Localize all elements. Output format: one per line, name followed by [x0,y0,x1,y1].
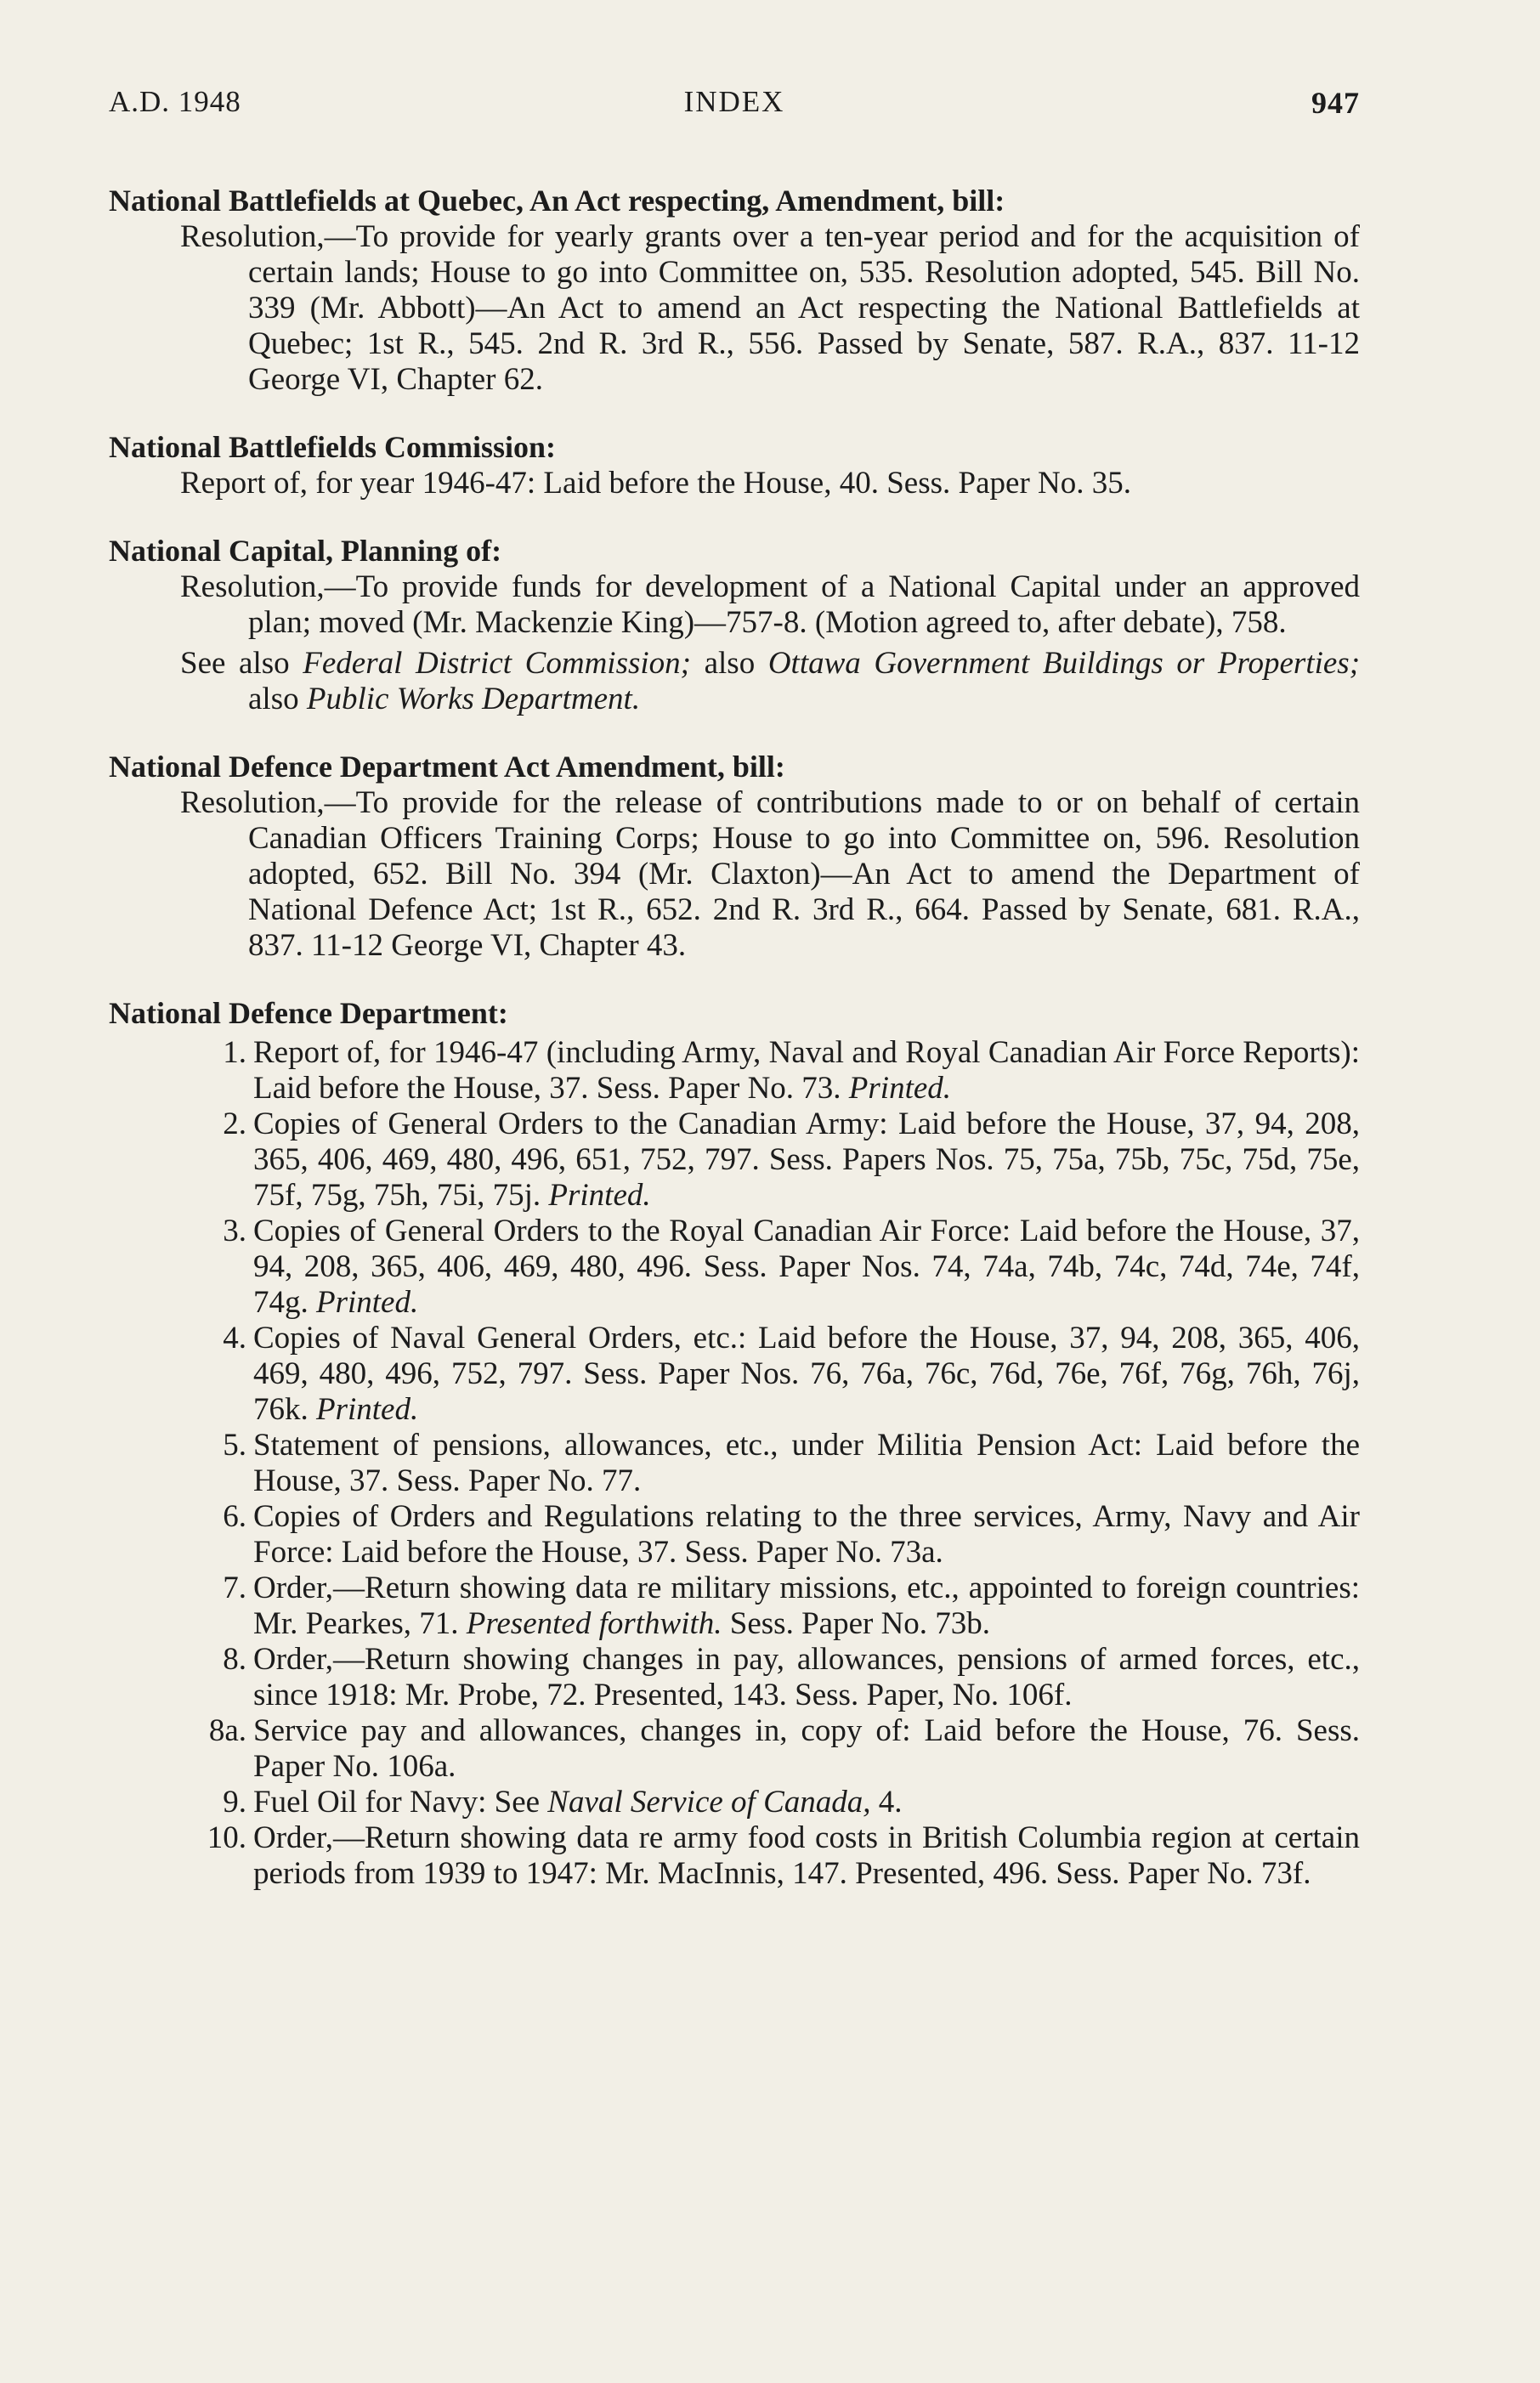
item-text: Service pay and allowances, changes in, copy of: Laid before the House, 76. Sess. Paper No. 106a. [253,1713,1360,1784]
index-entry-battlefields-commission [109,428,1360,501]
list-item [109,1713,1360,1785]
list-item [109,1428,1360,1499]
item-number: 8. [223,1642,246,1677]
see-also-prefix: See also [180,646,303,681]
item-text: Copies of Orders and Regulations relating to the three services, Army, Navy and Air Force: Laid before the House, 37. Sess. Paper No. 73a. [253,1499,1360,1570]
item-number: 7. [223,1571,246,1605]
list-item [109,1820,1360,1892]
item-text: Order,—Return showing data re military missions, etc., appointed to foreign countries: Mr. Pearkes, 71. [253,1571,1360,1641]
list-item [109,1107,1360,1214]
item-text-after: Sess. Paper No. 73b. [722,1606,991,1641]
see-also-ref: Federal District Commission; [303,646,691,681]
see-also-separator: also [248,682,307,716]
page-number: 947 [1311,86,1360,120]
item-text: Statement of pensions, allowances, etc., under Militia Pension Act: Laid before the House, 37. Sess. Paper No. 77. [253,1428,1360,1498]
item-text: Report of, for 1946-47 (including Army, Naval and Royal Canadian Air Force Reports): Laid before the House, 37. Sess. Paper No. 73. [253,1035,1360,1106]
item-text: Copies of General Orders to the Canadian Army: Laid before the House, 37, 94, 208, 365, 406, 469, 480, 496, 651, 752, 797. Sess. Papers Nos. 75, 75a, 75b, 75c, 75d, 75e, 75f, 75g, 75h, 75i, 75j. [253,1107,1360,1213]
index-entry-defence-department [109,994,1360,1892]
item-number: 9. [223,1785,246,1820]
item-italic: Printed. [848,1071,952,1106]
item-text: Order,—Return showing changes in pay, allowances, pensions of armed forces, etc., since 1918: Mr. Probe, 72. Presented, 143. Sess. Paper, No. 106f. [253,1642,1360,1712]
see-also-ref: Ottawa Government Buildings or Properties; [767,646,1361,681]
entry-body: Resolution,—To provide for yearly grants over a ten-year period and for the acquisition of certain lands; House to go into Committee on, 535. Resolution adopted, 545. Bill No. 339 (Mr. Abbott)—An Act to amend an Act respecting the National Battlefields at Quebec; 1st R., 545. 2nd R. 3rd R., 556. Passed by Senate, 587. R.A., 837. 11-12 George VI, Chapter 62. [180,219,1360,397]
list-item [109,1642,1360,1713]
item-text: Copies of General Orders to the Royal Canadian Air Force: Laid before the House, 37, 94, 208, 365, 406, 469, 480, 496. Sess. Paper Nos. 74, 74a, 74b, 74c, 74d, 74e, 74f, 74g. [253,1214,1360,1320]
item-italic: Printed. [316,1392,419,1427]
see-also-ref: Public Works Department. [306,682,641,716]
see-also-reference [180,646,1360,717]
entry-heading: National Battlefields Commission: [109,430,556,464]
item-number: 1. [223,1035,246,1070]
list-item [109,1214,1360,1321]
item-italic: Presented forthwith. [466,1606,722,1641]
see-also-separator: also [690,646,768,681]
item-number: 5. [223,1428,246,1463]
entry-body: Resolution,—To provide for the release of contributions made to or on behalf of certain Canadian Officers Training Corps; House to go into Committee on, 596. Resolution adopted, 652. Bill No. 394 (Mr. Claxton)—An Act to amend the Department of National Defence Act; 1st R., 652. 2nd R. 3rd R., 664. Passed by Senate, 681. R.A., 837. 11-12 George VI, Chapter 43. [180,785,1360,963]
numbered-list [109,1035,1360,1892]
index-entry-defence-act [109,748,1360,964]
item-text: Fuel Oil for Navy: See [253,1785,541,1820]
list-item [109,1499,1360,1571]
entry-body: Resolution,—To provide funds for development of a National Capital under an approved plan; moved (Mr. Mackenzie King)—757-8. (Motion agreed to, after debate), 758. [180,569,1360,640]
item-number: 6. [223,1499,246,1534]
list-item [109,1785,1360,1820]
item-number: 3. [223,1214,246,1248]
list-item [109,1035,1360,1107]
header-year: A.D. 1948 [109,85,241,118]
item-number: 10. [207,1820,246,1855]
running-header [109,85,1360,133]
item-text: Order,—Return showing data re army food costs in British Columbia region at certain periods from 1939 to 1947: Mr. MacInnis, 147. Presented, 496. Sess. Paper No. 73f. [253,1820,1360,1891]
index-content [109,182,1360,1922]
entry-heading: National Battlefields at Quebec, An Act respecting, Amendment, bill: [109,184,1005,218]
index-entry-battlefields-act [109,182,1360,398]
entry-body: Report of, for year 1946-47: Laid before the House, 40. Sess. Paper No. 35. [180,466,1131,501]
entry-heading: National Capital, Planning of: [109,534,502,568]
index-entry-capital-planning [109,532,1360,717]
item-italic: Naval Service of Canada, [547,1785,871,1820]
header-title: INDEX [683,85,785,118]
item-text: Copies of Naval General Orders, etc.: Laid before the House, 37, 94, 208, 365, 406, 469, 480, 496, 752, 797. Sess. Paper Nos. 76, 76a, 76c, 76d, 76e, 76f, 76g, 76h, 76j, 76k. [253,1321,1360,1427]
list-item [109,1571,1360,1642]
item-number: 4. [223,1321,246,1356]
list-item [109,1321,1360,1428]
item-italic: Printed. [548,1178,651,1213]
item-text-after: 4. [870,1785,903,1820]
item-italic: Printed. [316,1285,419,1320]
entry-heading: National Defence Department: [109,996,508,1030]
item-number: 8a. [208,1713,246,1748]
item-number: 2. [223,1107,246,1141]
entry-heading: National Defence Department Act Amendment, bill: [109,750,785,784]
